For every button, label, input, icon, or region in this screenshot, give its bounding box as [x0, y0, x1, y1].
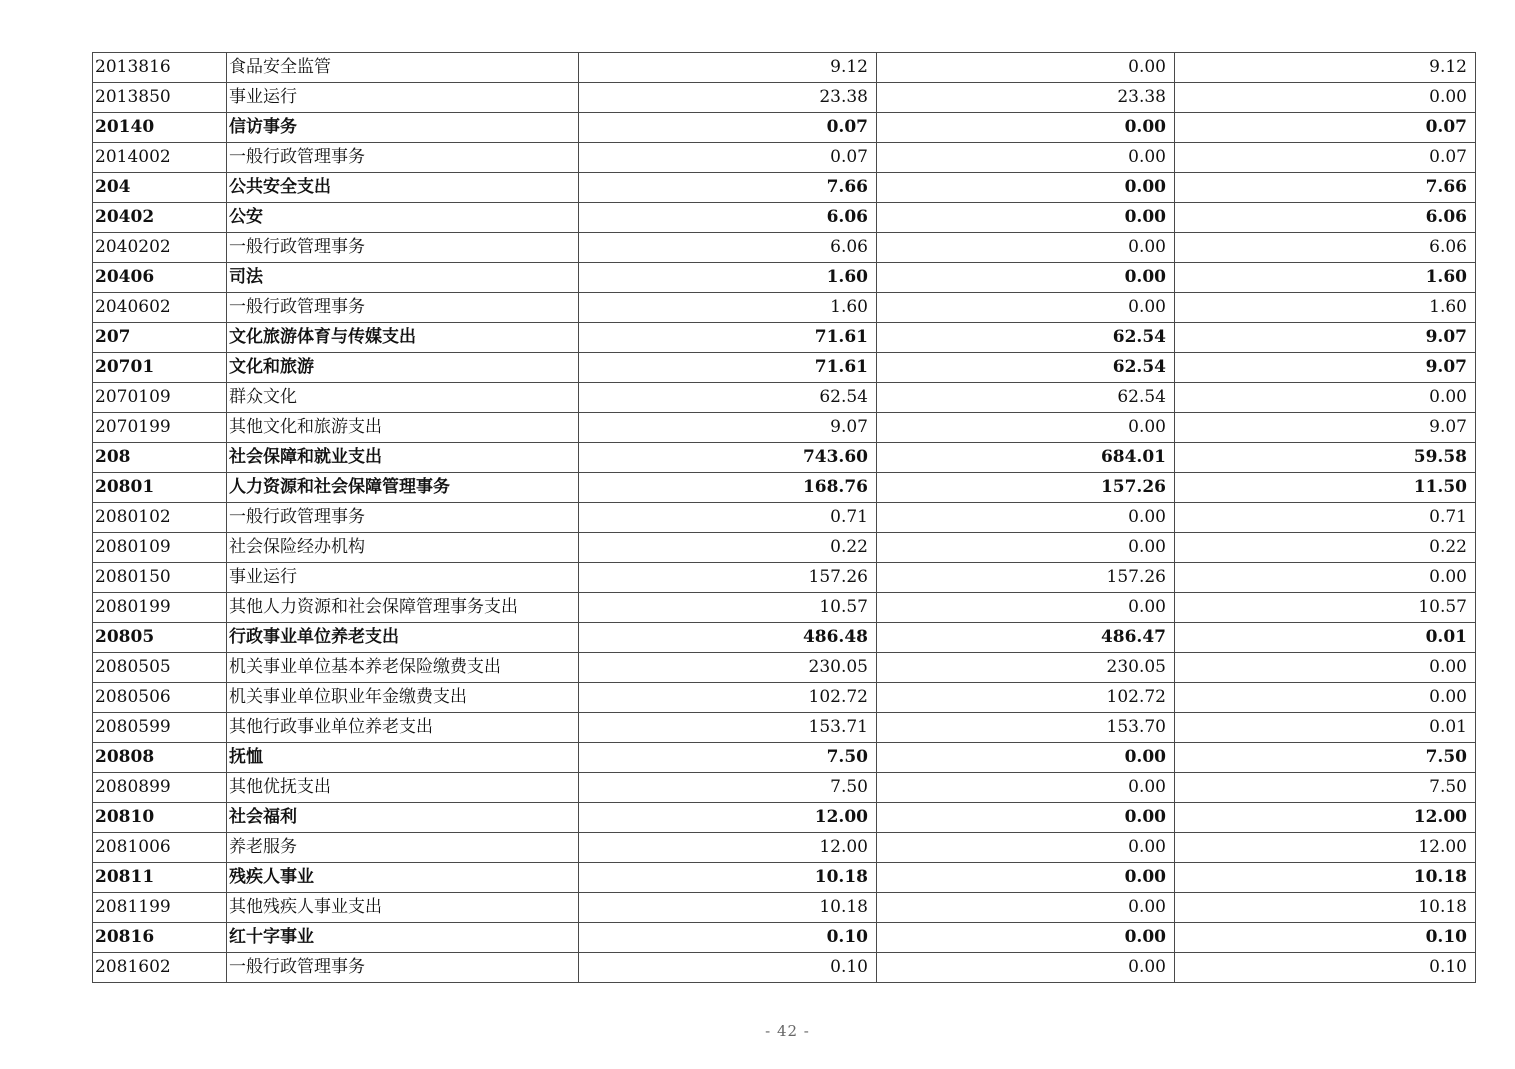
project-cell: 6.06: [1175, 203, 1476, 233]
name-cell: 其他优抚支出: [227, 773, 579, 803]
project-cell: 12.00: [1175, 833, 1476, 863]
table-row: [93, 863, 1476, 893]
name-cell: 养老服务: [227, 833, 579, 863]
code-cell: 2080102: [93, 503, 227, 533]
project-cell: 0.10: [1175, 923, 1476, 953]
table-row: [93, 773, 1476, 803]
code-cell: 2080150: [93, 563, 227, 593]
name-cell: 其他文化和旅游支出: [227, 413, 579, 443]
total-cell: 157.26: [579, 563, 877, 593]
name-cell: 机关事业单位职业年金缴费支出: [227, 683, 579, 713]
project-cell: 7.50: [1175, 773, 1476, 803]
total-cell: 23.38: [579, 83, 877, 113]
basic-cell: 684.01: [877, 443, 1175, 473]
project-cell: 1.60: [1175, 293, 1476, 323]
name-cell: 残疾人事业: [227, 863, 579, 893]
name-cell: 社会福利: [227, 803, 579, 833]
project-cell: 10.18: [1175, 863, 1476, 893]
name-cell: 其他人力资源和社会保障管理事务支出: [227, 593, 579, 623]
total-cell: 6.06: [579, 233, 877, 263]
total-cell: 486.48: [579, 623, 877, 653]
table-row: [93, 563, 1476, 593]
table-row: [93, 323, 1476, 353]
name-cell: 机关事业单位基本养老保险缴费支出: [227, 653, 579, 683]
code-cell: 2080599: [93, 713, 227, 743]
basic-cell: 0.00: [877, 113, 1175, 143]
table-row: [93, 473, 1476, 503]
total-cell: 12.00: [579, 803, 877, 833]
name-cell: 红十字事业: [227, 923, 579, 953]
table-row: [93, 83, 1476, 113]
name-cell: 公安: [227, 203, 579, 233]
table-row: [93, 893, 1476, 923]
basic-cell: 0.00: [877, 233, 1175, 263]
basic-cell: 62.54: [877, 383, 1175, 413]
name-cell: 公共安全支出: [227, 173, 579, 203]
project-cell: 0.22: [1175, 533, 1476, 563]
project-cell: 59.58: [1175, 443, 1476, 473]
project-cell: 0.00: [1175, 383, 1476, 413]
total-cell: 0.10: [579, 953, 877, 983]
project-cell: 9.07: [1175, 413, 1476, 443]
code-cell: 20808: [93, 743, 227, 773]
table-row: [93, 143, 1476, 173]
name-cell: 事业运行: [227, 83, 579, 113]
name-cell: 人力资源和社会保障管理事务: [227, 473, 579, 503]
name-cell: 一般行政管理事务: [227, 953, 579, 983]
code-cell: 20810: [93, 803, 227, 833]
project-cell: 1.60: [1175, 263, 1476, 293]
project-cell: 0.10: [1175, 953, 1476, 983]
code-cell: 20406: [93, 263, 227, 293]
basic-cell: 23.38: [877, 83, 1175, 113]
table-row: [93, 53, 1476, 83]
project-cell: 9.07: [1175, 353, 1476, 383]
name-cell: 信访事务: [227, 113, 579, 143]
table-row: [93, 293, 1476, 323]
code-cell: 2081602: [93, 953, 227, 983]
table-row: [93, 263, 1476, 293]
name-cell: 事业运行: [227, 563, 579, 593]
basic-cell: 0.00: [877, 923, 1175, 953]
name-cell: 其他残疾人事业支出: [227, 893, 579, 923]
name-cell: 社会保险经办机构: [227, 533, 579, 563]
table-row: [93, 203, 1476, 233]
table-row: [93, 683, 1476, 713]
table-row: [93, 173, 1476, 203]
name-cell: 司法: [227, 263, 579, 293]
basic-cell: 230.05: [877, 653, 1175, 683]
table-row: [93, 653, 1476, 683]
basic-cell: 0.00: [877, 173, 1175, 203]
basic-cell: 157.26: [877, 473, 1175, 503]
table-row: [93, 413, 1476, 443]
name-cell: 一般行政管理事务: [227, 293, 579, 323]
project-cell: 0.07: [1175, 143, 1476, 173]
project-cell: 0.00: [1175, 563, 1476, 593]
project-cell: 6.06: [1175, 233, 1476, 263]
total-cell: 6.06: [579, 203, 877, 233]
total-cell: 71.61: [579, 323, 877, 353]
code-cell: 20140: [93, 113, 227, 143]
code-cell: 2081006: [93, 833, 227, 863]
code-cell: 2040202: [93, 233, 227, 263]
basic-cell: 0.00: [877, 803, 1175, 833]
basic-cell: 0.00: [877, 413, 1175, 443]
name-cell: 文化和旅游: [227, 353, 579, 383]
basic-cell: 0.00: [877, 743, 1175, 773]
basic-cell: 0.00: [877, 863, 1175, 893]
table-row: [93, 623, 1476, 653]
total-cell: 230.05: [579, 653, 877, 683]
basic-cell: 0.00: [877, 53, 1175, 83]
total-cell: 9.07: [579, 413, 877, 443]
basic-cell: 62.54: [877, 353, 1175, 383]
total-cell: 0.22: [579, 533, 877, 563]
name-cell: 群众文化: [227, 383, 579, 413]
code-cell: 204: [93, 173, 227, 203]
table-row: [93, 953, 1476, 983]
table-body: [93, 53, 1476, 983]
code-cell: 2070199: [93, 413, 227, 443]
basic-cell: 62.54: [877, 323, 1175, 353]
total-cell: 1.60: [579, 293, 877, 323]
table-row: [93, 233, 1476, 263]
basic-cell: 0.00: [877, 503, 1175, 533]
name-cell: 行政事业单位养老支出: [227, 623, 579, 653]
table-row: [93, 383, 1476, 413]
total-cell: 102.72: [579, 683, 877, 713]
table-row: [93, 443, 1476, 473]
code-cell: 208: [93, 443, 227, 473]
project-cell: 10.57: [1175, 593, 1476, 623]
total-cell: 12.00: [579, 833, 877, 863]
basic-cell: 0.00: [877, 893, 1175, 923]
total-cell: 10.57: [579, 593, 877, 623]
total-cell: 0.71: [579, 503, 877, 533]
table-row: [93, 593, 1476, 623]
code-cell: 2013816: [93, 53, 227, 83]
table-row: [93, 503, 1476, 533]
total-cell: 7.50: [579, 743, 877, 773]
table-row: [93, 743, 1476, 773]
total-cell: 0.10: [579, 923, 877, 953]
basic-cell: 0.00: [877, 773, 1175, 803]
code-cell: 207: [93, 323, 227, 353]
name-cell: 食品安全监管: [227, 53, 579, 83]
basic-cell: 0.00: [877, 533, 1175, 563]
total-cell: 7.50: [579, 773, 877, 803]
project-cell: 9.12: [1175, 53, 1476, 83]
table-row: [93, 833, 1476, 863]
name-cell: 一般行政管理事务: [227, 233, 579, 263]
basic-cell: 0.00: [877, 203, 1175, 233]
code-cell: 2040602: [93, 293, 227, 323]
project-cell: 0.07: [1175, 113, 1476, 143]
project-cell: 0.71: [1175, 503, 1476, 533]
code-cell: 2080505: [93, 653, 227, 683]
table-row: [93, 923, 1476, 953]
project-cell: 12.00: [1175, 803, 1476, 833]
code-cell: 2080109: [93, 533, 227, 563]
code-cell: 2080899: [93, 773, 227, 803]
code-cell: 20801: [93, 473, 227, 503]
project-cell: 0.01: [1175, 713, 1476, 743]
project-cell: 7.66: [1175, 173, 1476, 203]
code-cell: 2070109: [93, 383, 227, 413]
total-cell: 1.60: [579, 263, 877, 293]
basic-cell: 486.47: [877, 623, 1175, 653]
page-number: - 42 -: [765, 1022, 810, 1040]
basic-cell: 0.00: [877, 293, 1175, 323]
code-cell: 2081199: [93, 893, 227, 923]
project-cell: 11.50: [1175, 473, 1476, 503]
basic-cell: 0.00: [877, 833, 1175, 863]
project-cell: 10.18: [1175, 893, 1476, 923]
table-row: [93, 113, 1476, 143]
project-cell: 0.01: [1175, 623, 1476, 653]
basic-cell: 102.72: [877, 683, 1175, 713]
table-row: [93, 533, 1476, 563]
total-cell: 10.18: [579, 863, 877, 893]
table-row: [93, 803, 1476, 833]
project-cell: 0.00: [1175, 653, 1476, 683]
total-cell: 71.61: [579, 353, 877, 383]
basic-cell: 0.00: [877, 143, 1175, 173]
name-cell: 社会保障和就业支出: [227, 443, 579, 473]
project-cell: 0.00: [1175, 83, 1476, 113]
total-cell: 10.18: [579, 893, 877, 923]
code-cell: 20701: [93, 353, 227, 383]
project-cell: 9.07: [1175, 323, 1476, 353]
code-cell: 2014002: [93, 143, 227, 173]
name-cell: 其他行政事业单位养老支出: [227, 713, 579, 743]
code-cell: 2080199: [93, 593, 227, 623]
total-cell: 0.07: [579, 113, 877, 143]
total-cell: 7.66: [579, 173, 877, 203]
basic-cell: 0.00: [877, 953, 1175, 983]
code-cell: 20811: [93, 863, 227, 893]
basic-cell: 157.26: [877, 563, 1175, 593]
project-cell: 7.50: [1175, 743, 1476, 773]
table-row: [93, 713, 1476, 743]
budget-table: [92, 52, 1476, 983]
name-cell: 抚恤: [227, 743, 579, 773]
project-cell: 0.00: [1175, 683, 1476, 713]
code-cell: 2080506: [93, 683, 227, 713]
code-cell: 2013850: [93, 83, 227, 113]
name-cell: 一般行政管理事务: [227, 503, 579, 533]
total-cell: 62.54: [579, 383, 877, 413]
total-cell: 0.07: [579, 143, 877, 173]
total-cell: 153.71: [579, 713, 877, 743]
code-cell: 20402: [93, 203, 227, 233]
basic-cell: 153.70: [877, 713, 1175, 743]
code-cell: 20816: [93, 923, 227, 953]
basic-cell: 0.00: [877, 263, 1175, 293]
code-cell: 20805: [93, 623, 227, 653]
name-cell: 一般行政管理事务: [227, 143, 579, 173]
total-cell: 168.76: [579, 473, 877, 503]
table-row: [93, 353, 1476, 383]
total-cell: 743.60: [579, 443, 877, 473]
total-cell: 9.12: [579, 53, 877, 83]
name-cell: 文化旅游体育与传媒支出: [227, 323, 579, 353]
basic-cell: 0.00: [877, 593, 1175, 623]
